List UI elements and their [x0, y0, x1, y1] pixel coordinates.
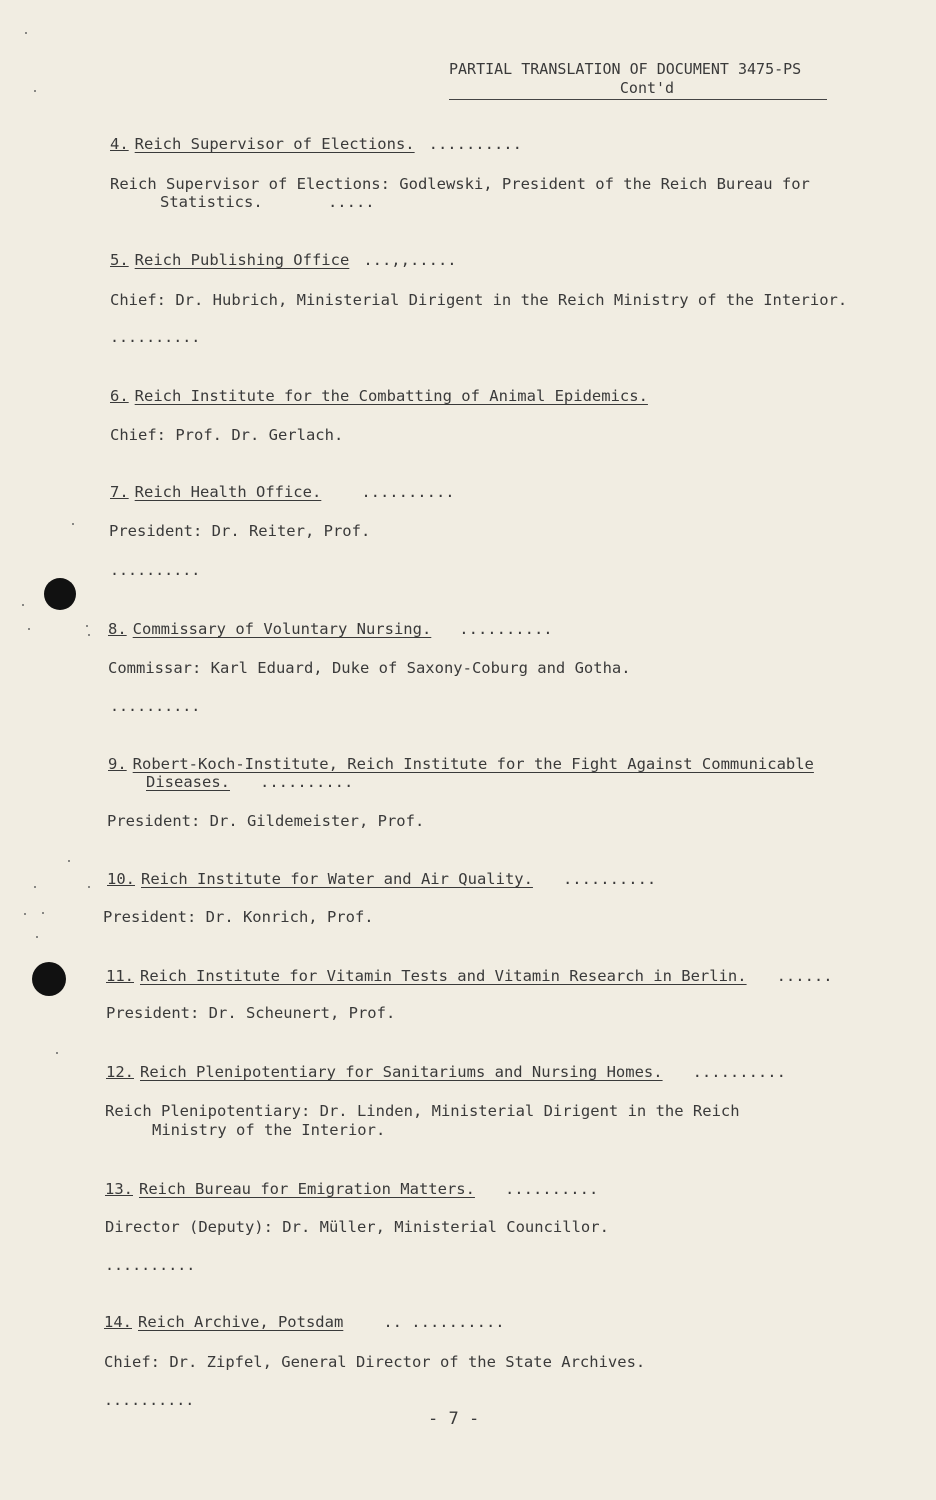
entry-6-detail: Chief: Prof. Dr. Gerlach.	[110, 426, 344, 444]
page-number: - 7 -	[428, 1409, 480, 1429]
entry-dots: ..........	[692, 1063, 786, 1081]
entry-number: 9.	[108, 755, 127, 773]
entry-4-detail: Reich Supervisor of Elections: Godlewski, President of the Reich Bureau for	[110, 175, 810, 193]
entry-12-detail-cont: Ministry of the Interior.	[152, 1121, 386, 1139]
entry-14-title	[104, 1313, 505, 1332]
entry-number: 5.	[110, 251, 129, 269]
entry-number: 7.	[110, 483, 129, 501]
entry-title: Reich Supervisor of Elections.	[134, 135, 415, 153]
entry-8-detail: Commissar: Karl Eduard, Duke of Saxony-Coburg and Gotha.	[108, 659, 631, 677]
entry-13-title	[105, 1180, 598, 1199]
entry-4-title	[110, 135, 522, 154]
entry-dots: .. ..........	[383, 1313, 505, 1331]
entry-11-detail: President: Dr. Scheunert, Prof.	[106, 1004, 396, 1022]
entry-number: 12.	[106, 1063, 134, 1081]
entry-14-detail: Chief: Dr. Zipfel, General Director of the State Archives.	[104, 1353, 646, 1371]
paper-speck	[22, 604, 24, 606]
entry-title: Reich Institute for Vitamin Tests and Vitamin Research in Berlin.	[140, 967, 747, 985]
entry-4-detail-cont: Statistics. .....	[160, 193, 375, 211]
entry-5-detail: Chief: Dr. Hubrich, Ministerial Dirigent in the Reich Ministry of the Interior.	[110, 291, 848, 309]
entry-8-title	[108, 620, 553, 639]
entry-10-title	[107, 870, 656, 889]
paper-speck	[42, 912, 44, 914]
document-header	[449, 60, 827, 100]
entry-number: 13.	[105, 1180, 133, 1198]
entry-number: 6.	[110, 387, 129, 405]
paper-speck	[36, 936, 38, 938]
paper-speck	[28, 628, 30, 630]
entry-title: Reich Institute for the Combatting of Animal Epidemics.	[134, 387, 648, 405]
entry-dots: ......	[776, 967, 833, 985]
entry-13-trailing-dots: ..........	[105, 1256, 196, 1274]
paper-speck	[25, 32, 27, 34]
entry-dots: ..........	[459, 620, 553, 638]
entry-title: Commissary of Voluntary Nursing.	[132, 620, 432, 638]
entry-title: Robert-Koch-Institute, Reich Institute for the Fight Against Communicable	[132, 755, 814, 773]
punch-hole-upper	[44, 578, 76, 610]
entry-title: Reich Archive, Potsdam	[138, 1313, 344, 1331]
entry-7-title	[110, 483, 455, 502]
entry-7-detail: President: Dr. Reiter, Prof.	[109, 522, 371, 540]
entry-9-title-cont	[146, 773, 353, 792]
entry-dots: ..........	[260, 773, 354, 791]
entry-5-trailing-dots: ..........	[110, 328, 201, 346]
entry-title-cont: Diseases.	[146, 773, 230, 791]
paper-speck	[68, 860, 70, 862]
entry-12-title	[106, 1063, 786, 1082]
entry-title: Reich Bureau for Emigration Matters.	[139, 1180, 475, 1198]
entry-7-trailing-dots: ..........	[110, 561, 201, 579]
paper-speck	[88, 634, 90, 636]
entry-number: 10.	[107, 870, 135, 888]
entry-title: Reich Plenipotentiary for Sanitariums and Nursing Homes.	[140, 1063, 663, 1081]
paper-speck	[34, 90, 36, 92]
paper-speck	[86, 625, 88, 627]
entry-dots: ..........	[504, 1180, 599, 1198]
entry-9-title	[108, 755, 814, 774]
paper-speck	[72, 523, 74, 525]
entry-title: Reich Institute for Water and Air Quality.	[141, 870, 533, 888]
entry-12-detail: Reich Plenipotentiary: Dr. Linden, Ministerial Dirigent in the Reich	[105, 1102, 740, 1120]
entry-title: Reich Publishing Office	[134, 251, 350, 269]
entry-number: 14.	[104, 1313, 132, 1331]
entry-8-trailing-dots: ..........	[110, 697, 201, 715]
entry-number: 4.	[110, 135, 129, 153]
entry-title: Reich Health Office.	[134, 483, 322, 501]
paper-speck	[88, 886, 90, 888]
header-continued: Cont'd	[619, 79, 675, 97]
entry-13-detail: Director (Deputy): Dr. Müller, Ministerial Councillor.	[105, 1218, 609, 1236]
paper-speck	[34, 886, 36, 888]
entry-dots: ..........	[562, 870, 657, 888]
entry-dots: ..........	[428, 135, 522, 153]
entry-10-detail: President: Dr. Konrich, Prof.	[103, 908, 374, 926]
entry-number: 11.	[106, 967, 134, 985]
entry-dots: ..........	[361, 483, 455, 501]
paper-speck	[56, 1052, 58, 1054]
header-title: PARTIAL TRANSLATION OF DOCUMENT 3475-PS	[449, 60, 802, 78]
entry-dots: ...,,.....	[363, 251, 457, 269]
entry-5-title	[110, 251, 457, 270]
entry-number: 8.	[108, 620, 127, 638]
entry-6-title	[110, 387, 648, 406]
entry-9-detail: President: Dr. Gildemeister, Prof.	[107, 812, 425, 830]
punch-hole-lower	[32, 962, 66, 996]
entry-11-title	[106, 967, 833, 986]
entry-14-trailing-dots: ..........	[104, 1391, 195, 1409]
paper-speck	[24, 913, 26, 915]
